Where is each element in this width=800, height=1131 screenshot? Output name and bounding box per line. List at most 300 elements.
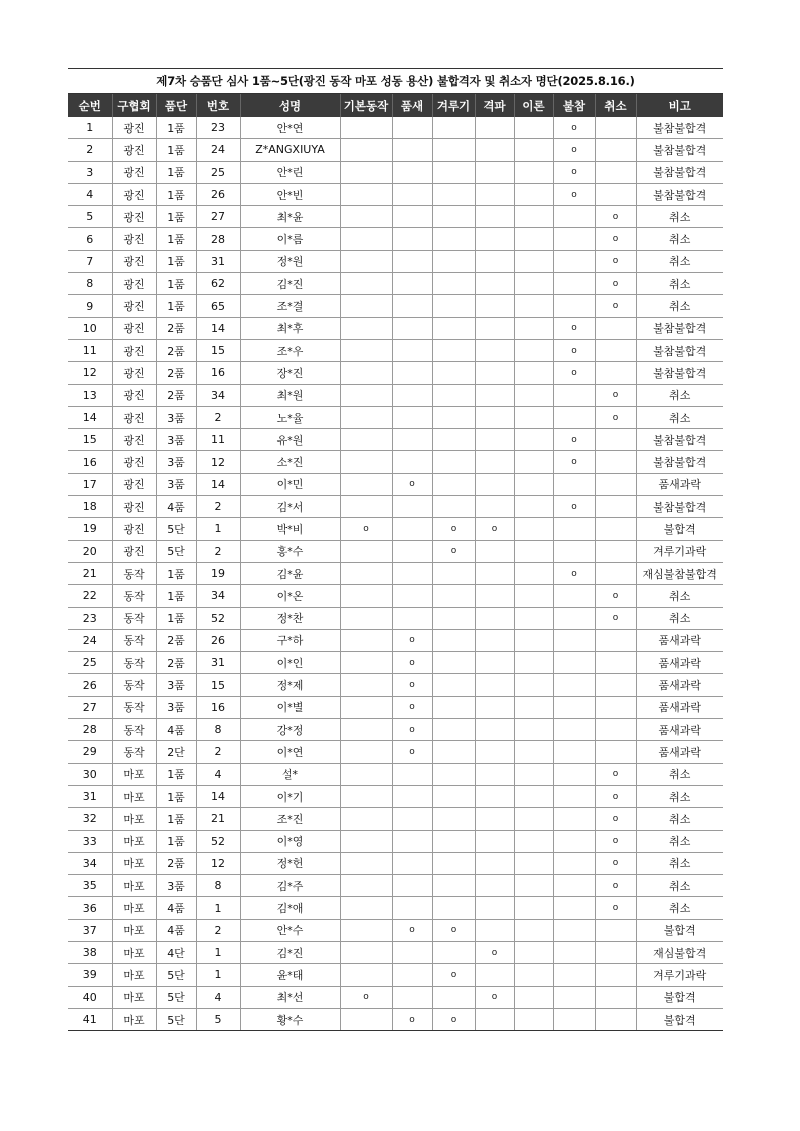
cell-association: 마포 (112, 763, 156, 785)
cell-theory (514, 429, 553, 451)
cell-absent (553, 785, 595, 807)
cell-basic-motion (340, 852, 392, 874)
cell-sparring (432, 585, 475, 607)
cell-theory (514, 652, 553, 674)
cell-basic-motion (340, 919, 392, 941)
table-row (68, 785, 723, 807)
cell-breaking (475, 852, 514, 874)
cell-cancel (595, 429, 636, 451)
cell-association: 동작 (112, 652, 156, 674)
cell-name: 정*제 (240, 674, 340, 696)
cell-poomsae: o (392, 741, 432, 763)
cell-note: 불참불합격 (636, 451, 723, 473)
cell-poomsae (392, 852, 432, 874)
cell-breaking (475, 607, 514, 629)
cell-rank: 1품 (156, 161, 196, 183)
header-cell-number: 번호 (196, 94, 240, 117)
table-row (68, 986, 723, 1008)
cell-breaking (475, 919, 514, 941)
table-row (68, 139, 723, 161)
cell-poomsae (392, 183, 432, 205)
cell-rank: 2품 (156, 384, 196, 406)
cell-sparring (432, 183, 475, 205)
cell-cancel: o (595, 406, 636, 428)
cell-absent (553, 830, 595, 852)
cell-association: 광진 (112, 139, 156, 161)
table-row (68, 161, 723, 183)
header-cell-seq: 순번 (68, 94, 112, 117)
cell-number: 25 (196, 161, 240, 183)
cell-rank: 2품 (156, 629, 196, 651)
cell-breaking (475, 964, 514, 986)
cell-rank: 5단 (156, 1008, 196, 1030)
cell-breaking (475, 696, 514, 718)
cell-poomsae: o (392, 1008, 432, 1030)
cell-sparring (432, 496, 475, 518)
cell-absent (553, 875, 595, 897)
cell-rank: 3품 (156, 406, 196, 428)
cell-sparring (432, 339, 475, 361)
cell-number: 1 (196, 941, 240, 963)
cell-absent: o (553, 139, 595, 161)
cell-note: 취소 (636, 875, 723, 897)
cell-sparring (432, 228, 475, 250)
cell-number: 1 (196, 964, 240, 986)
cell-name: 안*수 (240, 919, 340, 941)
cell-association: 광진 (112, 250, 156, 272)
cell-basic-motion (340, 830, 392, 852)
cell-number: 8 (196, 875, 240, 897)
cell-theory (514, 451, 553, 473)
cell-seq: 25 (68, 652, 112, 674)
cell-rank: 1품 (156, 562, 196, 584)
cell-note: 재심불합격 (636, 941, 723, 963)
cell-absent: o (553, 562, 595, 584)
cell-basic-motion (340, 451, 392, 473)
cell-name: 안*빈 (240, 183, 340, 205)
cell-poomsae (392, 228, 432, 250)
cell-theory (514, 808, 553, 830)
cell-name: 홍*수 (240, 540, 340, 562)
result-sheet (68, 68, 723, 1031)
cell-sparring (432, 741, 475, 763)
cell-seq: 10 (68, 317, 112, 339)
cell-seq: 13 (68, 384, 112, 406)
cell-number: 24 (196, 139, 240, 161)
cell-number: 62 (196, 273, 240, 295)
cell-number: 14 (196, 317, 240, 339)
cell-note: 품새과락 (636, 719, 723, 741)
cell-association: 동작 (112, 607, 156, 629)
cell-poomsae (392, 941, 432, 963)
cell-poomsae (392, 295, 432, 317)
cell-rank: 4품 (156, 919, 196, 941)
cell-sparring (432, 451, 475, 473)
cell-cancel (595, 741, 636, 763)
cell-theory (514, 161, 553, 183)
cell-association: 마포 (112, 941, 156, 963)
cell-seq: 33 (68, 830, 112, 852)
header-cell-absent: 불참 (553, 94, 595, 117)
cell-basic-motion: o (340, 986, 392, 1008)
cell-seq: 12 (68, 362, 112, 384)
cell-absent (553, 384, 595, 406)
cell-note: 불참불합격 (636, 339, 723, 361)
cell-association: 광진 (112, 540, 156, 562)
cell-seq: 40 (68, 986, 112, 1008)
cell-seq: 30 (68, 763, 112, 785)
table-row (68, 629, 723, 651)
cell-seq: 11 (68, 339, 112, 361)
cell-cancel (595, 518, 636, 540)
cell-basic-motion: o (340, 518, 392, 540)
cell-absent (553, 250, 595, 272)
cell-sparring: o (432, 919, 475, 941)
cell-association: 동작 (112, 585, 156, 607)
cell-rank: 3품 (156, 473, 196, 495)
cell-association: 광진 (112, 206, 156, 228)
header-cell-note: 비고 (636, 94, 723, 117)
cell-theory (514, 1008, 553, 1030)
cell-poomsae (392, 362, 432, 384)
cell-note: 품새과락 (636, 741, 723, 763)
cell-theory (514, 295, 553, 317)
cell-sparring (432, 674, 475, 696)
cell-seq: 23 (68, 607, 112, 629)
cell-poomsae (392, 540, 432, 562)
cell-seq: 20 (68, 540, 112, 562)
cell-note: 취소 (636, 808, 723, 830)
cell-sparring (432, 986, 475, 1008)
cell-note: 불합격 (636, 919, 723, 941)
table-row (68, 741, 723, 763)
cell-absent (553, 919, 595, 941)
cell-poomsae (392, 585, 432, 607)
cell-breaking (475, 585, 514, 607)
cell-rank: 5단 (156, 518, 196, 540)
cell-association: 동작 (112, 741, 156, 763)
cell-number: 27 (196, 206, 240, 228)
cell-name: 강*정 (240, 719, 340, 741)
cell-sparring (432, 629, 475, 651)
cell-theory (514, 273, 553, 295)
cell-basic-motion (340, 473, 392, 495)
cell-cancel (595, 674, 636, 696)
cell-number: 15 (196, 674, 240, 696)
cell-association: 동작 (112, 696, 156, 718)
cell-note: 불합격 (636, 518, 723, 540)
cell-number: 52 (196, 607, 240, 629)
cell-theory (514, 785, 553, 807)
cell-poomsae (392, 763, 432, 785)
cell-sparring (432, 406, 475, 428)
cell-note: 불참불합격 (636, 117, 723, 139)
cell-association: 광진 (112, 273, 156, 295)
cell-sparring (432, 139, 475, 161)
cell-rank: 4단 (156, 941, 196, 963)
cell-basic-motion (340, 652, 392, 674)
cell-basic-motion (340, 496, 392, 518)
cell-cancel: o (595, 206, 636, 228)
cell-basic-motion (340, 429, 392, 451)
cell-theory (514, 875, 553, 897)
cell-number: 34 (196, 384, 240, 406)
cell-basic-motion (340, 741, 392, 763)
cell-absent (553, 652, 595, 674)
cell-note: 취소 (636, 763, 723, 785)
cell-association: 마포 (112, 785, 156, 807)
cell-sparring (432, 317, 475, 339)
cell-name: 노*율 (240, 406, 340, 428)
table-row (68, 317, 723, 339)
cell-number: 2 (196, 496, 240, 518)
cell-association: 마포 (112, 919, 156, 941)
cell-number: 12 (196, 852, 240, 874)
cell-rank: 4품 (156, 719, 196, 741)
cell-number: 8 (196, 719, 240, 741)
table-row (68, 518, 723, 540)
cell-basic-motion (340, 139, 392, 161)
cell-association: 마포 (112, 852, 156, 874)
cell-basic-motion (340, 540, 392, 562)
cell-name: 정*헌 (240, 852, 340, 874)
table-row (68, 763, 723, 785)
table-row (68, 964, 723, 986)
cell-basic-motion (340, 763, 392, 785)
table-row (68, 206, 723, 228)
cell-number: 14 (196, 473, 240, 495)
cell-sparring (432, 719, 475, 741)
cell-absent (553, 406, 595, 428)
cell-cancel (595, 496, 636, 518)
cell-breaking (475, 250, 514, 272)
cell-note: 불참불합격 (636, 139, 723, 161)
cell-rank: 1품 (156, 295, 196, 317)
cell-theory (514, 696, 553, 718)
cell-seq: 9 (68, 295, 112, 317)
cell-cancel (595, 919, 636, 941)
cell-rank: 5단 (156, 986, 196, 1008)
cell-absent (553, 852, 595, 874)
cell-breaking: o (475, 986, 514, 1008)
cell-note: 취소 (636, 607, 723, 629)
cell-seq: 5 (68, 206, 112, 228)
cell-poomsae: o (392, 473, 432, 495)
cell-basic-motion (340, 674, 392, 696)
cell-note: 품새과락 (636, 629, 723, 651)
cell-breaking: o (475, 518, 514, 540)
table-row (68, 696, 723, 718)
cell-rank: 1품 (156, 273, 196, 295)
cell-number: 34 (196, 585, 240, 607)
cell-rank: 5단 (156, 540, 196, 562)
cell-seq: 14 (68, 406, 112, 428)
cell-absent: o (553, 451, 595, 473)
cell-absent (553, 719, 595, 741)
cell-note: 겨루기과락 (636, 964, 723, 986)
cell-poomsae (392, 406, 432, 428)
cell-poomsae (392, 897, 432, 919)
cell-sparring (432, 117, 475, 139)
cell-cancel: o (595, 852, 636, 874)
cell-cancel (595, 696, 636, 718)
cell-breaking (475, 206, 514, 228)
cell-rank: 2단 (156, 741, 196, 763)
cell-poomsae (392, 339, 432, 361)
cell-number: 65 (196, 295, 240, 317)
cell-sparring (432, 429, 475, 451)
cell-cancel: o (595, 250, 636, 272)
cell-sparring (432, 161, 475, 183)
cell-note: 품새과락 (636, 652, 723, 674)
cell-association: 광진 (112, 473, 156, 495)
cell-seq: 16 (68, 451, 112, 473)
cell-seq: 41 (68, 1008, 112, 1030)
cell-name: 이*민 (240, 473, 340, 495)
cell-seq: 36 (68, 897, 112, 919)
cell-association: 마포 (112, 964, 156, 986)
table-row (68, 607, 723, 629)
cell-seq: 29 (68, 741, 112, 763)
cell-cancel: o (595, 785, 636, 807)
cell-number: 19 (196, 562, 240, 584)
cell-theory (514, 919, 553, 941)
cell-breaking (475, 295, 514, 317)
cell-rank: 1품 (156, 117, 196, 139)
cell-rank: 2품 (156, 362, 196, 384)
cell-name: 정*원 (240, 250, 340, 272)
header-cell-theory: 이론 (514, 94, 553, 117)
cell-association: 마포 (112, 875, 156, 897)
cell-association: 마포 (112, 986, 156, 1008)
cell-poomsae (392, 451, 432, 473)
cell-seq: 32 (68, 808, 112, 830)
cell-breaking: o (475, 941, 514, 963)
cell-note: 불합격 (636, 986, 723, 1008)
cell-basic-motion (340, 384, 392, 406)
cell-number: 5 (196, 1008, 240, 1030)
cell-basic-motion (340, 629, 392, 651)
cell-rank: 1품 (156, 808, 196, 830)
cell-association: 동작 (112, 719, 156, 741)
cell-association: 동작 (112, 629, 156, 651)
cell-cancel (595, 986, 636, 1008)
cell-name: 김*진 (240, 941, 340, 963)
cell-name: 정*찬 (240, 607, 340, 629)
cell-association: 광진 (112, 161, 156, 183)
cell-cancel: o (595, 763, 636, 785)
cell-name: Z*ANGXIUYA (240, 139, 340, 161)
cell-association: 마포 (112, 1008, 156, 1030)
cell-poomsae (392, 830, 432, 852)
cell-theory (514, 384, 553, 406)
cell-theory (514, 183, 553, 205)
cell-sparring (432, 607, 475, 629)
table-row (68, 496, 723, 518)
table-row (68, 652, 723, 674)
cell-sparring (432, 273, 475, 295)
cell-poomsae: o (392, 919, 432, 941)
cell-cancel: o (595, 607, 636, 629)
cell-sparring (432, 941, 475, 963)
cell-absent: o (553, 362, 595, 384)
cell-sparring (432, 384, 475, 406)
cell-number: 26 (196, 629, 240, 651)
cell-sparring (432, 897, 475, 919)
cell-rank: 1품 (156, 763, 196, 785)
cell-cancel: o (595, 228, 636, 250)
cell-breaking (475, 117, 514, 139)
cell-name: 구*하 (240, 629, 340, 651)
cell-rank: 3품 (156, 875, 196, 897)
cell-name: 김*서 (240, 496, 340, 518)
cell-sparring (432, 785, 475, 807)
table-row (68, 897, 723, 919)
table-row (68, 719, 723, 741)
cell-absent (553, 897, 595, 919)
cell-seq: 38 (68, 941, 112, 963)
cell-breaking (475, 183, 514, 205)
cell-seq: 28 (68, 719, 112, 741)
cell-poomsae: o (392, 719, 432, 741)
cell-poomsae: o (392, 629, 432, 651)
cell-sparring (432, 250, 475, 272)
cell-cancel (595, 540, 636, 562)
cell-name: 최*원 (240, 384, 340, 406)
cell-seq: 27 (68, 696, 112, 718)
cell-rank: 3품 (156, 696, 196, 718)
cell-theory (514, 674, 553, 696)
cell-cancel: o (595, 585, 636, 607)
cell-basic-motion (340, 719, 392, 741)
cell-number: 4 (196, 763, 240, 785)
cell-name: 김*진 (240, 273, 340, 295)
cell-theory (514, 986, 553, 1008)
cell-name: 김*윤 (240, 562, 340, 584)
cell-breaking (475, 362, 514, 384)
cell-poomsae (392, 139, 432, 161)
cell-name: 이*별 (240, 696, 340, 718)
table-row (68, 585, 723, 607)
cell-poomsae (392, 562, 432, 584)
cell-basic-motion (340, 228, 392, 250)
cell-rank: 2품 (156, 339, 196, 361)
cell-number: 12 (196, 451, 240, 473)
cell-seq: 39 (68, 964, 112, 986)
cell-absent (553, 629, 595, 651)
cell-sparring (432, 295, 475, 317)
cell-theory (514, 362, 553, 384)
cell-cancel: o (595, 808, 636, 830)
cell-basic-motion (340, 1008, 392, 1030)
header-cell-basic-motion: 기본동작 (340, 94, 392, 117)
cell-seq: 31 (68, 785, 112, 807)
cell-number: 26 (196, 183, 240, 205)
table-row (68, 250, 723, 272)
cell-seq: 19 (68, 518, 112, 540)
cell-association: 동작 (112, 562, 156, 584)
table-row (68, 451, 723, 473)
cell-seq: 8 (68, 273, 112, 295)
cell-note: 취소 (636, 384, 723, 406)
cell-breaking (475, 652, 514, 674)
cell-poomsae: o (392, 674, 432, 696)
cell-rank: 1품 (156, 206, 196, 228)
cell-seq: 24 (68, 629, 112, 651)
table-row (68, 808, 723, 830)
cell-absent (553, 696, 595, 718)
cell-theory (514, 830, 553, 852)
